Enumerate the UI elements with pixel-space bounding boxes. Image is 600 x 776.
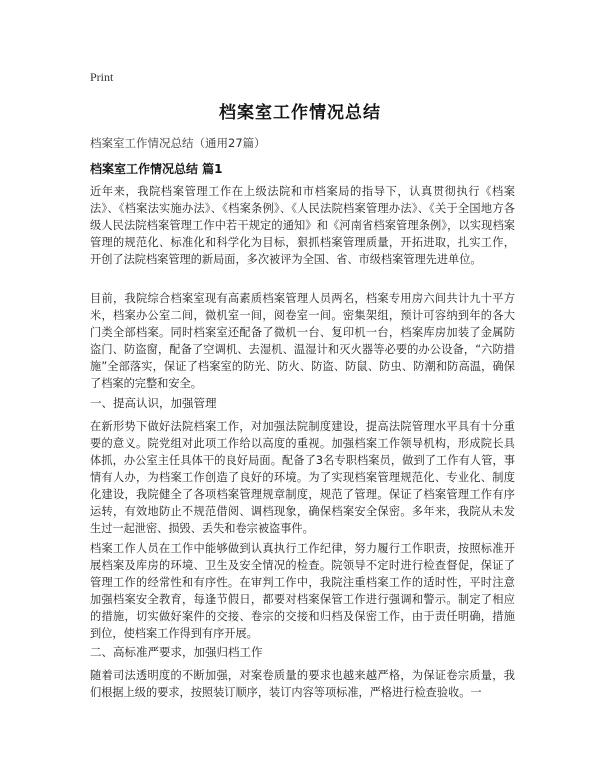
heading-2: 二、高标准严要求，加强归档工作 <box>90 645 263 659</box>
paragraph-1: 近年来，我院档案管理工作在上级法院和市档案局的指导下，认真贯彻执行《档案法》、《档案法实施办法》、《档案条例》、《人民法院档案管理办法》、《关于全国地方各级人民法院档案管理工作中若干规定的通知》和《河南省档案管理条例》，以实现档案管理的规范化、标准化和科学化为目标，狠抓档案管理质量，开拓进取，扎实工作，开创了法院档案管理的新局面，多次被评为全国、省、市级档案管理先进单位。 <box>90 185 515 266</box>
paragraph-2: 目前，我院综合档案室现有高素质档案管理人员两名，档案专用房六间共计九十平方米，档案办公室二间，微机室一间，阅卷室一间。密集架组，预计可容纳到年的各大门类全部档案。同时档案室还配备了微机一台、复印机一台，档案库房加装了金属防盗门、防盗窗，配备了空调机、去湿机、温湿计和灭火器等必要的办公设备，“六防措施”全部落实，保证了档案室的防光、防火、防盗、防鼠、防虫、防潮和防高温，确保了档案的完整和安全。 <box>90 292 515 390</box>
section-title: 档案室工作情况总结 篇1 <box>90 162 223 176</box>
print-label: Print <box>90 70 114 84</box>
document-title: 档案室工作情况总结 <box>219 103 381 123</box>
paragraph-3: 在新形势下做好法院档案工作，对加强法院制度建设，提高法院管理水平具有十分重要的意义。院党组对此项工作给以高度的重视。加强档案工作领导机构，形成院长具体抓，办公室主任具体干的良好局面。配备了3名专职档案员，做到了工作有人管，事情有人办，为档案工作创造了良好的环境。为了实现档案管理规范化、专业化、制度化建设，我院健全了各项档案管理规章制度，规范了管理。保证了档案管理工作有序运转，有效地防止不规范借阅、调档现象，确保档案安全保密。多年来，我院从未发生过一起泄密、损毁、丢失和卷宗被盗事件。 <box>90 420 515 535</box>
paragraph-4: 档案工作人员在工作中能够做到认真执行工作纪律，努力履行工作职责，按照标准开展档案及库房的环境、卫生及安全情况的检查。院领导不定时进行检查督促，保证了管理工作的经常性和有序性。在审判工作中，我院注重档案工作的适时性，平时注意加强档案安全教育，每逢节假日，都要对档案保管工作进行强调和警示。制定了相应的措施，切实做好案件的交接、卷宗的交接和归档及保密工作，由于责任明确，措施到位，使档案工作得到有序开展。 <box>90 542 515 640</box>
paragraph-5: 随着司法透明度的不断加强，对案卷质量的要求也越来越严格，为保证卷宗质量，我们根据上级的要求，按照装订顺序，装订内容等项标准，严格进行检查验收。一 <box>90 669 515 699</box>
heading-1: 一、提高认识，加强管理 <box>90 396 217 410</box>
document-subtitle: 档案室工作情况总结（通用27篇） <box>90 136 266 150</box>
